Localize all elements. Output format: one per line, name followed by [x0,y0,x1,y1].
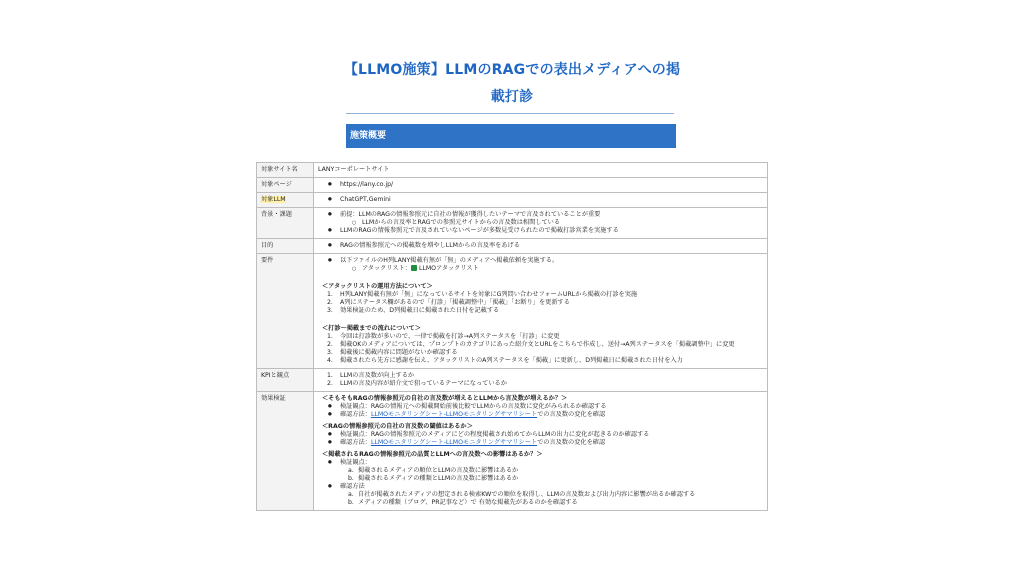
list-item: ● 検証観点： [318,459,763,467]
list-item: ● RAGの情報参照元への掲載数を増やしLLMからの言及率をあげる [318,242,763,250]
list-item: ● 確認方法 [318,483,763,491]
list-item: ● 確認方法：LLMOモニタリングシート-LLMOモニタリングサマリシートでの言及数の変化を確認 [318,411,763,419]
table-row [257,254,768,369]
row-label: KPIと観点 [257,369,314,392]
row-value [314,239,768,254]
title-line-1: 【LLMO施策】LLMのRAGでの表出メディアへの掲 [343,62,681,78]
table-row [257,193,768,208]
row-label [257,193,314,208]
table-row [257,369,768,392]
subsection-heading: ＜掲載されるRAGの情報参照元の品質とLLMへの言及数への影響はあるか？＞ [322,451,543,458]
title-divider [346,113,674,114]
highlighted-label: 対象LLM [261,196,286,203]
table-row [257,208,768,239]
target-page-url[interactable]: ● https://lany.co.jp/ [318,181,763,189]
list-item: 3. 掲載後に掲載内容に問題がないか確認する [327,349,458,356]
spreadsheet-icon [411,265,417,271]
row-label: 対象サイト名 [257,163,314,178]
row-value [314,254,768,369]
subsection-heading: ＜RAGの情報参照元の自社の言及数の閾値はあるか＞ [322,423,473,430]
list-item: 2. LLMの言及内容が紹介文で狙っているテーマになっているか [327,380,507,387]
attack-list-file[interactable]: LLMOアタックリスト [418,265,479,272]
table-row [257,163,768,178]
list-item: ● 確認方法：LLMOモニタリングシート-LLMOモニタリングサマリシートでの言及数の変化を確認 [318,439,763,447]
table-row [257,239,768,254]
list-item: a. 自社が掲載されたメディアの想定される検索KWでの順位を取得し、LLMの言及数および出力内容に影響が出るか確認する [348,491,696,498]
list-item: ● 検証観点：RAGの情報元への掲載開始前後比較でLLMからの言及数に変化がみられるか確認する [318,403,763,411]
list-item: 1. H列LANY掲載有無が「無」になっているサイトを対象にG列問い合わせフォームURLから掲載の打診を実施 [327,291,638,298]
section-heading: 施策概要 [346,124,676,148]
title-line-2: 載打診 [490,89,534,105]
table-row [257,178,768,193]
site-name: LANYコーポレートサイト [318,166,390,173]
document-title [300,57,724,111]
list-item: b. 掲載されるメディアの種類とLLMの言及数に影響はあるか [348,475,519,482]
subsection-heading: ＜打診〜掲載までの流れについて＞ [322,325,421,332]
table-row [257,392,768,511]
target-llm: ● ChatGPT,Gemini [318,196,763,204]
list-item: 4. 掲載されたら先方に感謝を伝え、アタックリストのA列ステータスを「掲載」に更新し、D列掲載日に掲載された日付を入力 [327,357,683,364]
subsection-heading: ＜アタックリストの運用方法について＞ [322,283,433,290]
list-item: a. 掲載されるメディアの順位とLLMの言及数に影響はあるか [348,467,519,474]
list-item: ○ LLMからの言及率とRAGでの参照元サイトからの言及数は相関している [318,219,763,227]
list-item: ● 以下ファイルのH列LANY掲載有無が「無」のメディアへ掲載依頼を実施する。 [318,257,763,265]
list-item: 1. 今回は打診数が多いので、一律で掲載を打診→A列ステータスを「打診」に変更 [327,333,560,340]
attack-list-label: アタックリスト： [362,265,411,272]
subsection-heading: ＜そもそもRAGの情報参照元の自社の言及数が増えるとLLMから言及数が増えるか？＞ [322,395,568,402]
row-value [314,193,768,208]
row-value [314,208,768,239]
row-value [314,178,768,193]
monitoring-sheet-link[interactable]: LLMOモニタリングシート-LLMOモニタリングサマリシート [370,411,538,418]
row-label: 効果検証 [257,392,314,511]
list-item: b. メディアの種類（ブログ、PR記事など）で 有効な掲載先があるのかを確認する [348,499,578,506]
monitoring-sheet-link[interactable]: LLMOモニタリングシート-LLMOモニタリングサマリシート [370,439,538,446]
list-item: 3. 効果検証のため、D列掲載日に掲載された日付を記載する [327,307,500,314]
list-item [318,265,763,273]
row-value [314,392,768,511]
row-label: 背景・課題 [257,208,314,239]
row-label: 目的 [257,239,314,254]
row-label: 対象ページ [257,178,314,193]
list-item: ● 前提：LLMのRAGの情報参照元に自社の情報が獲得したいテーマで言及されていることが重要 [318,211,763,219]
row-value [314,163,768,178]
list-item: ● 検証観点：RAGの情報参照元のメディアにどの程度掲載され始めてからLLMの出力に変化が起きるのか確認する [318,431,763,439]
list-item: 1. LLMの言及数が向上するか [327,372,415,379]
row-value [314,369,768,392]
list-item: ● LLMのRAGの情報参照元で言及されていないページが多数見受けられたので掲載打診営業を実施する [318,227,763,235]
row-label: 要件 [257,254,314,369]
list-item: 2. 掲載OKのメディアについては、プロンプトのカテゴリにあった紹介文とURLをこちらで作成し、送付→A列ステータスを「掲載調整中」に変更 [327,341,735,348]
overview-table [256,162,768,511]
list-item: 2. A列にステータス欄があるので「打診」「掲載調整中」「掲載」「お断り」を更新する [327,299,570,306]
